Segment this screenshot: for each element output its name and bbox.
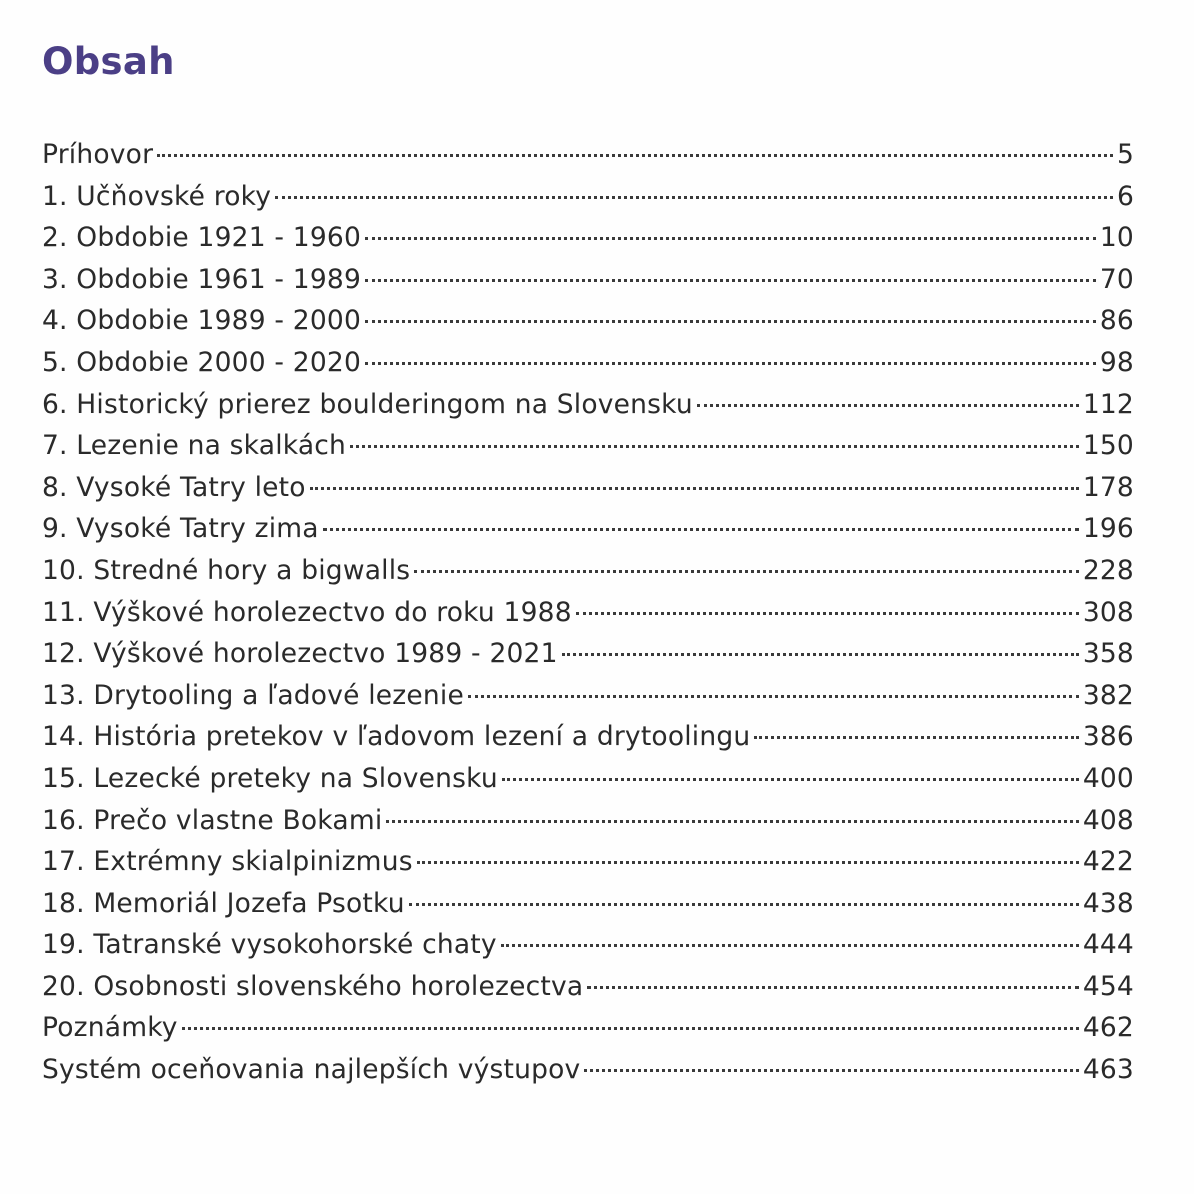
toc-leader-dots: [502, 778, 1079, 781]
toc-entry-page: 196: [1082, 513, 1134, 545]
toc-entry-label: 5. Obdobie 2000 - 2020: [42, 346, 362, 378]
toc-entry-page: 228: [1082, 554, 1134, 586]
toc-entry-label: 8. Vysoké Tatry leto: [42, 471, 306, 503]
toc-entry-page: 463: [1082, 1054, 1134, 1086]
toc-entry-page: 382: [1082, 679, 1134, 711]
toc-entry: [42, 716, 1134, 758]
toc-entry-page: 178: [1082, 471, 1134, 503]
toc-entry-page: 444: [1082, 929, 1134, 961]
toc-entry-label: 15. Lezecké preteky na Slovensku: [42, 762, 498, 794]
toc-entry: [42, 1007, 1134, 1049]
toc-entry-label: 19. Tatranské vysokohorské chaty: [42, 929, 497, 961]
toc-entry: [42, 1049, 1134, 1091]
toc-entry-label: Systém oceňovania najlepších výstupov: [42, 1054, 581, 1086]
toc-entry: [42, 425, 1134, 467]
toc-entry: [42, 966, 1134, 1008]
table-of-contents: [42, 134, 1134, 1091]
toc-entry-page: 358: [1082, 638, 1134, 670]
toc-entry-label: 11. Výškové horolezectvo do roku 1988: [42, 596, 572, 628]
toc-leader-dots: [157, 154, 1113, 157]
toc-entry: [42, 300, 1134, 342]
toc-entry-label: 9. Vysoké Tatry zima: [42, 513, 319, 545]
toc-leader-dots: [468, 695, 1079, 698]
toc-entry-page: 422: [1082, 846, 1134, 878]
toc-entry: [42, 342, 1134, 384]
toc-entry-label: 3. Obdobie 1961 - 1989: [42, 263, 362, 295]
toc-leader-dots: [365, 237, 1096, 240]
toc-entry-label: 13. Drytooling a ľadové lezenie: [42, 679, 464, 711]
toc-entry: [42, 217, 1134, 259]
toc-entry-label: Príhovor: [42, 139, 154, 170]
toc-entry-page: 308: [1082, 596, 1134, 628]
toc-entry: [42, 675, 1134, 717]
toc-leader-dots: [754, 736, 1078, 739]
toc-leader-dots: [697, 404, 1079, 407]
toc-leader-dots: [365, 320, 1096, 323]
toc-leader-dots: [386, 820, 1078, 823]
toc-entry-page: 5: [1116, 139, 1134, 170]
toc-leader-dots: [584, 1069, 1078, 1072]
toc-leader-dots: [501, 944, 1079, 947]
toc-entry-page: 150: [1082, 430, 1134, 462]
toc-entry: [42, 592, 1134, 634]
toc-leader-dots: [414, 570, 1079, 573]
toc-leader-dots: [417, 861, 1079, 864]
toc-entry-page: 6: [1116, 180, 1134, 212]
toc-leader-dots: [323, 528, 1079, 531]
toc-entry-label: 14. História pretekov v ľadovom lezení a drytoolingu: [42, 721, 751, 753]
toc-entry-label: 4. Obdobie 1989 - 2000: [42, 305, 362, 337]
toc-entry-label: 1. Učňovské roky: [42, 180, 272, 212]
toc-leader-dots: [409, 903, 1079, 906]
toc-entry-page: 70: [1099, 263, 1134, 295]
toc-leader-dots: [576, 612, 1079, 615]
toc-entry-label: 17. Extrémny skialpinizmus: [42, 846, 413, 878]
toc-leader-dots: [350, 445, 1079, 448]
toc-leader-dots: [587, 986, 1079, 989]
toc-entry-page: 98: [1099, 346, 1134, 378]
toc-entry: [42, 550, 1134, 592]
toc-entry-page: 10: [1099, 222, 1134, 254]
toc-entry: [42, 508, 1134, 550]
toc-entry-page: 454: [1082, 970, 1134, 1002]
toc-entry: [42, 259, 1134, 301]
toc-entry-page: 400: [1082, 762, 1134, 794]
toc-entry-page: 112: [1082, 388, 1134, 420]
toc-entry: [42, 883, 1134, 925]
toc-entry-label: 7. Lezenie na skalkách: [42, 430, 347, 462]
toc-leader-dots: [365, 362, 1096, 365]
toc-entry-label: 6. Historický prierez boulderingom na Slovensku: [42, 388, 693, 420]
toc-entry: [42, 134, 1134, 176]
toc-entry-label: 10. Stredné hory a bigwalls: [42, 554, 411, 586]
toc-entry: [42, 384, 1134, 426]
toc-entry: [42, 841, 1134, 883]
toc-entry: [42, 758, 1134, 800]
toc-entry-label: 12. Výškové horolezectvo 1989 - 2021: [42, 638, 558, 670]
toc-entry-page: 408: [1082, 804, 1134, 836]
toc-entry-label: 2. Obdobie 1921 - 1960: [42, 222, 362, 254]
toc-entry: [42, 800, 1134, 842]
toc-entry: [42, 467, 1134, 509]
page-title: Obsah: [42, 40, 175, 83]
toc-leader-dots: [275, 196, 1113, 199]
toc-entry-page: 86: [1099, 305, 1134, 337]
toc-entry: [42, 176, 1134, 218]
toc-leader-dots: [365, 279, 1096, 282]
toc-entry: [42, 633, 1134, 675]
toc-leader-dots: [562, 653, 1079, 656]
toc-entry-label: 20. Osobnosti slovenského horolezectva: [42, 970, 584, 1002]
toc-leader-dots: [310, 487, 1079, 490]
toc-entry-label: 16. Prečo vlastne Bokami: [42, 804, 383, 836]
toc-entry-label: Poznámky: [42, 1012, 178, 1044]
toc-entry-page: 462: [1082, 1012, 1134, 1044]
toc-entry-label: 18. Memoriál Jozefa Psotku: [42, 887, 405, 919]
toc-leader-dots: [182, 1027, 1079, 1030]
toc-entry-page: 386: [1082, 721, 1134, 753]
toc-entry: [42, 924, 1134, 966]
toc-entry-page: 438: [1082, 887, 1134, 919]
